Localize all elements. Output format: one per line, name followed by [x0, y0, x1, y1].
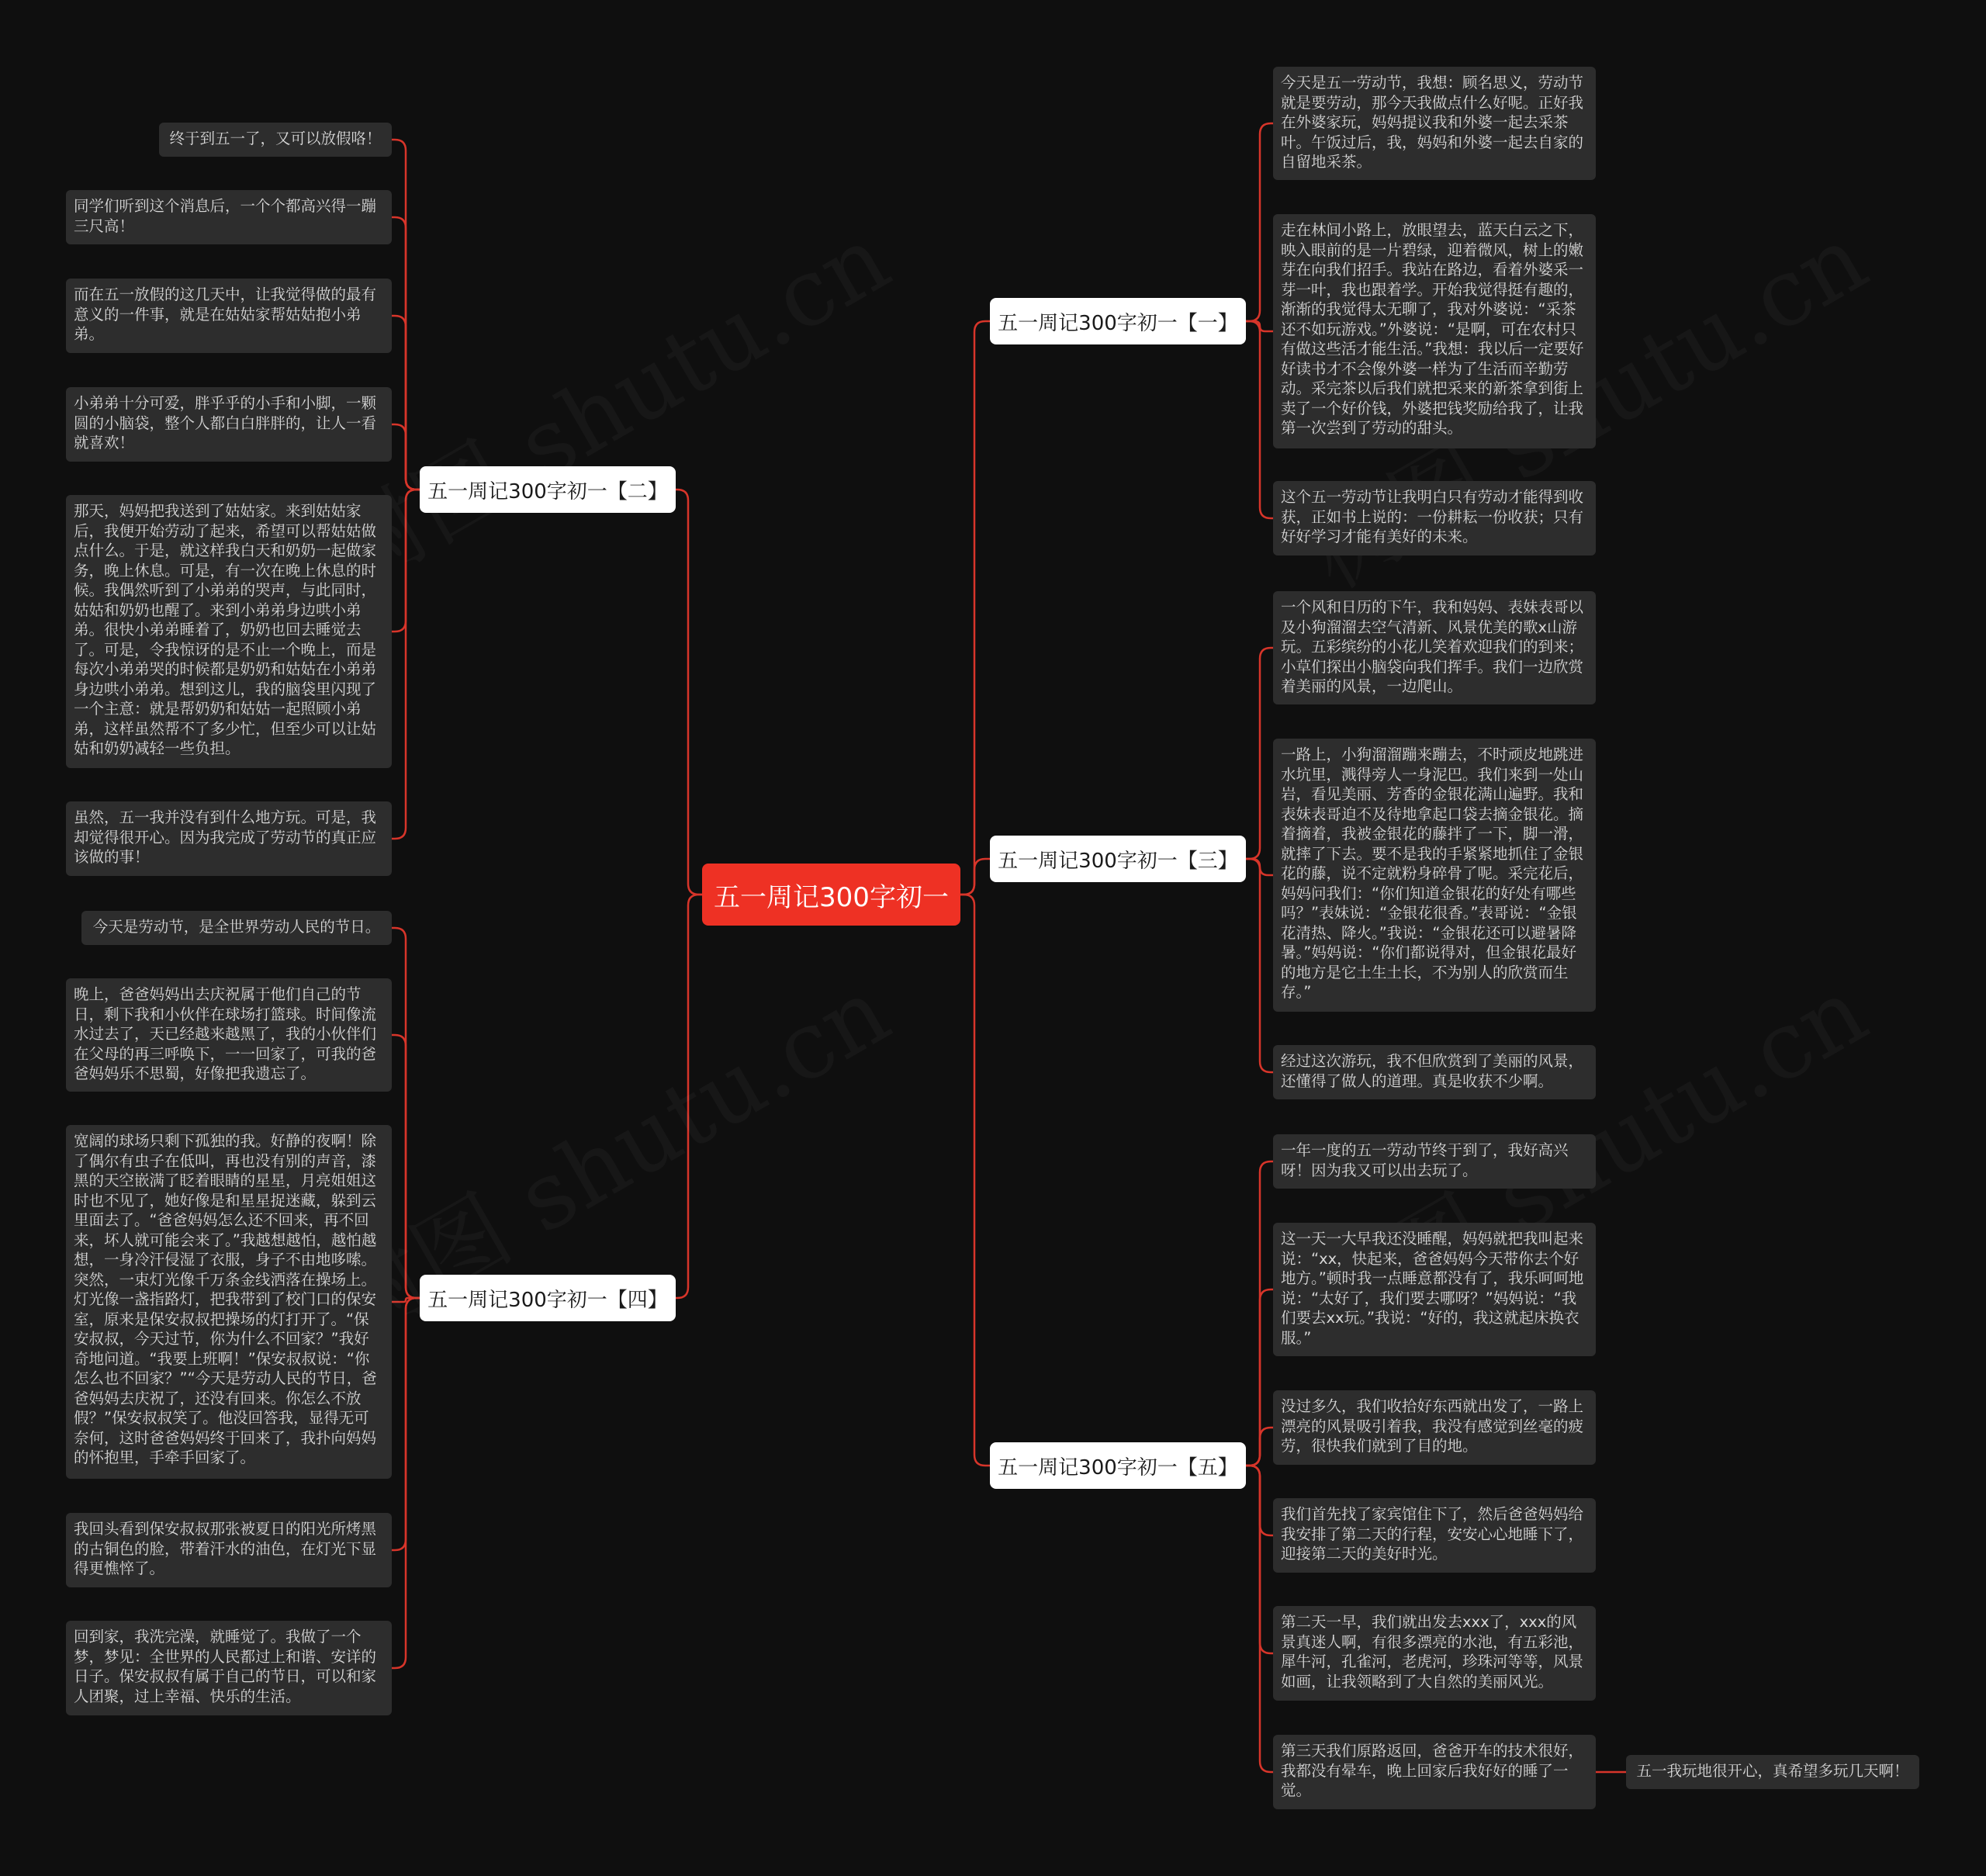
leaf-text-2-2[interactable]: 同学们听到这个消息后，一个个都高兴得一蹦三尺高！: [66, 190, 392, 244]
leaf-text-5-1[interactable]: 一年一度的五一劳动节终于到了，我好高兴呀！因为我又可以出去玩了。: [1273, 1134, 1596, 1189]
connector-branch-4-leaf-2: [392, 1035, 420, 1298]
leaf-text-4-3[interactable]: 宽阔的球场只剩下孤独的我。好静的夜啊！除了偶尔有虫子在低叫，再也没有别的声音，漆黑的天空嵌满了眨着眼睛的星星，月亮姐姐这时也不见了，她好像是和星星捉迷藏，躲到云里面去了。“爸爸妈妈怎么还不回来，再不回来，坏人就可能会来了。”我越想越怕，越怕越想，一身冷汗侵湿了衣服，身子不由地哆嗦。突然，一束灯光像千万条金线洒落在操场上。灯光像一盏指路灯，把我带到了校门口的保安室，原来是保安叔叔把操场的灯打开了。“保安叔叔，今天过节，你为什么不回家？”我好奇地问道。“我要上班啊！”保安叔叔说：“你怎么也不回家？”“今天是劳动人民的节日，爸爸妈妈去庆祝了，还没有回来。你怎么不放假？”保安叔叔笑了。他没回答我，显得无可奈何，这时爸爸妈妈终于回来了，我扑向妈妈的怀抱里，手牵手回家了。: [66, 1125, 392, 1479]
leaf-text-4-5[interactable]: 回到家，我洗完澡，就睡觉了。我做了一个梦，梦见：全世界的人民都过上和谐、安详的日子。保安叔叔有属于自己的节日，可以和家人团聚，过上幸福、快乐的生活。: [66, 1621, 392, 1715]
leaf-text-1-2[interactable]: 走在林间小路上，放眼望去，蓝天白云之下，映入眼前的是一片碧绿，迎着微风，树上的嫩芽在向我们招手。我站在路边，看着外婆采一芽一叶，我也跟着学。开始我觉得挺有趣的，渐渐的我觉得太无聊了，我对外婆说：“采茶还不如玩游戏。”外婆说：“是啊，可在农村只有做这些活才能生活。”我想：我以后一定要好好读书才不会像外婆一样为了生活而辛勤劳动。采完茶以后我们就把采来的新茶拿到街上卖了一个好价钱，外婆把钱奖励给我了，让我第一次尝到了劳动的甜头。: [1273, 214, 1596, 448]
leaf-text-2-4[interactable]: 小弟弟十分可爱，胖乎乎的小手和小脚，一颗圆的小脑袋，整个人都白白胖胖的，让人一看就喜欢！: [66, 387, 392, 462]
branch-topic-5[interactable]: 五一周记300字初一【五】: [990, 1442, 1246, 1489]
leaf-text-5-6[interactable]: 第三天我们原路返回，爸爸开车的技术很好，我都没有晕车，晚上回家后我好好的睡了一觉。: [1273, 1735, 1596, 1809]
leaf-text-4-1[interactable]: 今天是劳动节，是全世界劳动人民的节日。: [81, 911, 392, 945]
connector-branch-2-leaf-6: [392, 490, 420, 839]
leaf-text-3-1[interactable]: 一个风和日历的下午，我和妈妈、表妹表哥以及小狗溜溜去空气清新、风景优美的歌x山游玩。五彩缤纷的小花儿笑着欢迎我们的到来；小草们探出小脑袋向我们挥手。我们一边欣赏着美丽的风景，一边爬山。: [1273, 591, 1596, 704]
leaf-text-3-2[interactable]: 一路上，小狗溜溜蹦来蹦去，不时顽皮地跳进水坑里，溅得旁人一身泥巴。我们来到一处山岩，看见美丽、芳香的金银花满山遍野。我和表妹表哥迫不及待地拿起口袋去摘金银花。摘着摘着，我被金银花的藤拌了一下，脚一滑，就摔了下去。要不是我的手紧紧地抓住了金银花的藤，说不定就粉身碎骨了呢。采完花后，妈妈问我们：“你们知道金银花的好处有哪些吗？”表妹说：“金银花很香。”表哥说：“金银花清热、降火。”我说：“金银花还可以避暑降暑。”妈妈说：“你们都说得对，但金银花最好的地方是它土生土长，不为别人的欣赏而生存。”: [1273, 739, 1596, 1012]
leaf-text-2-1[interactable]: 终于到五一了，又可以放假咯！: [159, 123, 392, 157]
branch-topic-3[interactable]: 五一周记300字初一【三】: [990, 836, 1246, 882]
branch-topic-1[interactable]: 五一周记300字初一【一】: [990, 298, 1246, 344]
branch-topic-2[interactable]: 五一周记300字初一【二】: [420, 466, 676, 513]
root-topic[interactable]: 五一周记300字初一: [702, 864, 960, 926]
leaf-text-1-1[interactable]: 今天是五一劳动节，我想：顾名思义，劳动节就是要劳动，那今天我做点什么好呢。正好我在外婆家玩，妈妈提议我和外婆一起去采茶叶。午饭过后，我，妈妈和外婆一起去自家的自留地采茶。: [1273, 67, 1596, 180]
leaf-text-2-3[interactable]: 而在五一放假的这几天中，让我觉得做的最有意义的一件事，就是在姑姑家帮姑姑抱小弟弟。: [66, 279, 392, 353]
connector-branch-1-leaf-1: [1246, 123, 1273, 321]
connector-root-branch-1: [960, 321, 990, 895]
connector-branch-3-leaf-1: [1246, 648, 1273, 859]
connector-root-branch-5: [960, 895, 990, 1466]
leaf-text-4-2[interactable]: 晚上，爸爸妈妈出去庆祝属于他们自己的节日，剩下我和小伙伴在球场打篮球。时间像流水过去了，天已经越来越黑了，我的小伙伴们在父母的再三呼唤下，一一回家了，可我的爸爸妈妈乐不思蜀，好像把我遗忘了。: [66, 978, 392, 1092]
connector-root-branch-3: [960, 859, 990, 895]
connector-branch-3-leaf-3: [1246, 859, 1273, 1072]
connector-root-branch-4: [676, 895, 702, 1298]
leaf-text-5-4[interactable]: 我们首先找了家宾馆住下了，然后爸爸妈妈给我安排了第二天的行程，安安心心地睡下了，迎接第二天的美好时光。: [1273, 1498, 1596, 1573]
leaf-text-2-6[interactable]: 虽然，五一我并没有到什么地方玩。可是，我却觉得很开心。因为我完成了劳动节的真正应该做的事！: [66, 801, 392, 876]
leaf-text-3-3[interactable]: 经过这次游玩，我不但欣赏到了美丽的风景，还懂得了做人的道理。真是收获不少啊。: [1273, 1045, 1596, 1099]
leaf-text-2-5[interactable]: 那天，妈妈把我送到了姑姑家。来到姑姑家后，我便开始劳动了起来，希望可以帮姑姑做点什么。于是，就这样我白天和奶奶一起做家务，晚上休息。可是，有一次在晚上休息的时候。我偶然听到了小弟弟的哭声，与此同时，姑姑和奶奶也醒了。来到小弟弟身边哄小弟弟。很快小弟弟睡着了，奶奶也回去睡觉去了。可是，令我惊讶的是不止一个晚上，而是每次小弟弟哭的时候都是奶奶和姑姑在小弟弟身边哄小弟弟。想到这儿，我的脑袋里闪现了一个主意：就是帮奶奶和姑姑一起照顾小弟弟，这样虽然帮不了多少忙，但至少可以让姑姑和奶奶减轻一些负担。: [66, 495, 392, 768]
connector-branch-1-leaf-3: [1246, 321, 1273, 518]
connector-branch-5-leaf-6: [1246, 1466, 1273, 1772]
connector-branch-2-leaf-4: [392, 424, 420, 490]
leaf-text-5-6-child[interactable]: 五一我玩地很开心，真希望多玩几天啊！: [1626, 1755, 1919, 1789]
connector-branch-4-leaf-5: [392, 1298, 420, 1668]
leaf-text-4-4[interactable]: 我回头看到保安叔叔那张被夏日的阳光所烤黑的古铜色的脸，带着汗水的油色，在灯光下显得更憔悴了。: [66, 1513, 392, 1587]
leaf-text-1-3[interactable]: 这个五一劳动节让我明白只有劳动才能得到收获，正如书上说的：一份耕耘一份收获；只有好好学习才能有美好的未来。: [1273, 481, 1596, 556]
leaf-text-5-5[interactable]: 第二天一早，我们就出发去xxx了，xxx的风景真迷人啊，有很多漂亮的水池，有五彩池，犀牛河，孔雀河，老虎河，珍珠河等等，风景如画，让我领略到了大自然的美丽风光。: [1273, 1606, 1596, 1701]
leaf-text-5-2[interactable]: 这一天一大早我还没睡醒，妈妈就把我叫起来说：“xx，快起来，爸爸妈妈今天带你去个好地方。”顿时我一点睡意都没有了，我乐呵呵地说：“太好了，我们要去哪呀？”妈妈说：“我们要去xx玩。”我说：“好的，我这就起床换衣服。”: [1273, 1223, 1596, 1356]
branch-topic-4[interactable]: 五一周记300字初一【四】: [420, 1275, 676, 1321]
leaf-text-5-3[interactable]: 没过多久，我们收拾好东西就出发了，一路上漂亮的风景吸引着我，我没有感觉到丝毫的疲劳，很快我们就到了目的地。: [1273, 1390, 1596, 1465]
connector-root-branch-2: [676, 490, 702, 895]
